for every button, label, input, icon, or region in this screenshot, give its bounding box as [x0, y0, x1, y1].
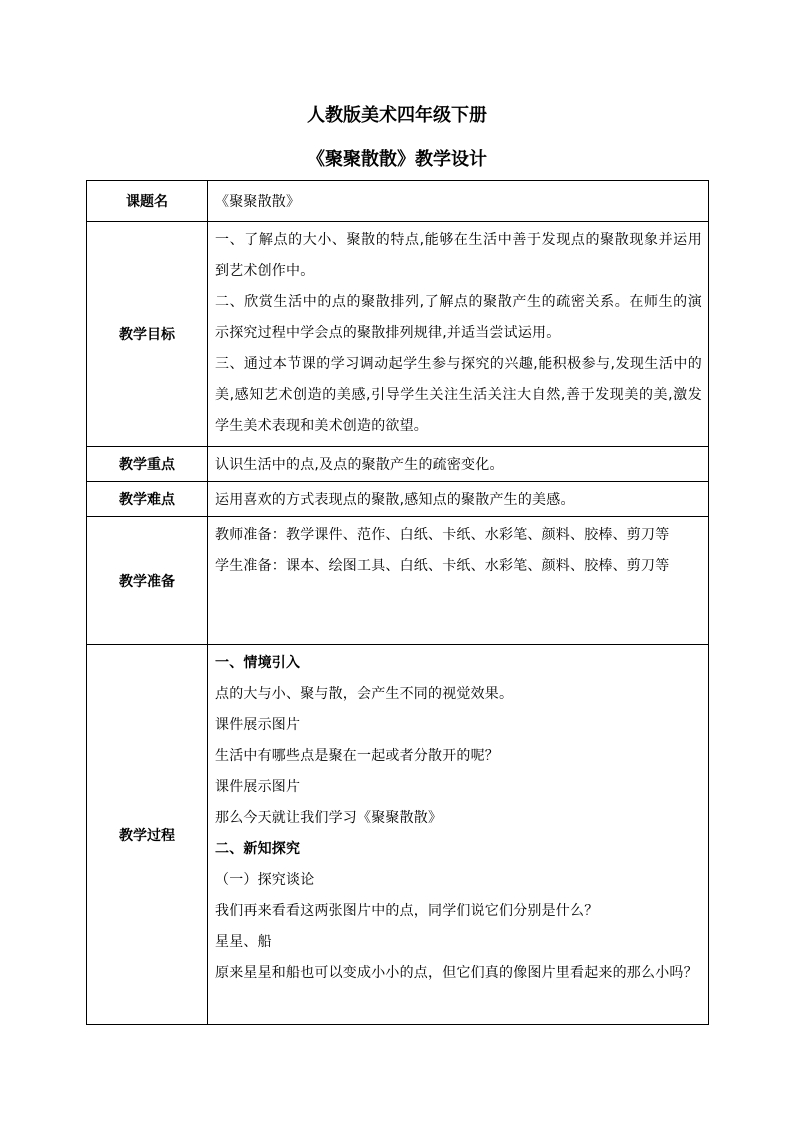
section-heading-intro: 一、情境引入 [215, 655, 301, 671]
key-points-value: 认识生活中的点,及点的聚散产生的疏密变化。 [208, 447, 709, 482]
table-row-topic [87, 181, 709, 222]
process-line: 原来星星和船也可以变成小小的点，但它们真的像图片里看起来的那么小吗？ [215, 965, 698, 981]
process-line: 那么今天就让我们学习《聚聚散散》 [215, 810, 443, 826]
student-preparation: 学生准备：课本、绘图工具、白纸、卡纸、水彩笔、颜料、胶棒、剪刀等 [215, 558, 670, 574]
lesson-plan-table [86, 180, 709, 1025]
key-points-label: 教学重点 [87, 447, 208, 482]
section-heading-explore: 二、新知探究 [215, 841, 301, 857]
topic-label: 课题名 [87, 181, 208, 222]
process-line: 星星、船 [215, 934, 272, 950]
table-row-goals [87, 222, 709, 447]
topic-value: 《聚聚散散》 [208, 181, 709, 222]
preparation-label: 教学准备 [87, 517, 208, 645]
process-line: 课件展示图片 [215, 779, 301, 795]
table-row-process [87, 645, 709, 1025]
table-row-preparation [87, 517, 709, 645]
process-label: 教学过程 [87, 645, 208, 1025]
document-title: 人教版美术四年级下册 [307, 105, 487, 126]
table-row-difficulties [87, 482, 709, 517]
difficulties-label: 教学难点 [87, 482, 208, 517]
difficulties-value: 运用喜欢的方式表现点的聚散,感知点的聚散产生的美感。 [208, 482, 709, 517]
process-line: 课件展示图片 [215, 717, 301, 733]
teacher-preparation: 教师准备：教学课件、范作、白纸、卡纸、水彩笔、颜料、胶棒、剪刀等 [215, 527, 670, 543]
goal-item-2: 二、欣赏生活中的点的聚散排列,了解点的聚散产生的疏密关系。在师生的演示探究过程中学会点的聚散排列规律,并适当尝试运用。 [215, 294, 702, 341]
process-line: 点的大与小、聚与散，会产生不同的视觉效果。 [215, 686, 514, 702]
goals-label: 教学目标 [87, 222, 208, 447]
table-row-key-points [87, 447, 709, 482]
process-line: 我们再来看看这两张图片中的点，同学们说它们分别是什么？ [215, 903, 599, 919]
goal-item-3: 三、通过本节课的学习调动起学生参与探究的兴趣,能积极参与,发现生活中的美,感知艺术创造的美感,引导学生关注生活关注大自然,善于发现美的美,激发学生美术表现和美术创造的欲望。 [215, 356, 702, 434]
goal-item-1: 一、了解点的大小、聚散的特点,能够在生活中善于发现点的聚散现象并运用到艺术创作中。 [215, 232, 702, 279]
process-content [208, 645, 709, 1025]
goals-content [208, 222, 709, 447]
subsection-heading: （一）探究谈论 [215, 872, 315, 888]
process-line: 生活中有哪些点是聚在一起或者分散开的呢？ [215, 748, 499, 764]
document-subtitle: 《聚聚散散》教学设计 [307, 149, 487, 170]
preparation-content [208, 517, 709, 645]
